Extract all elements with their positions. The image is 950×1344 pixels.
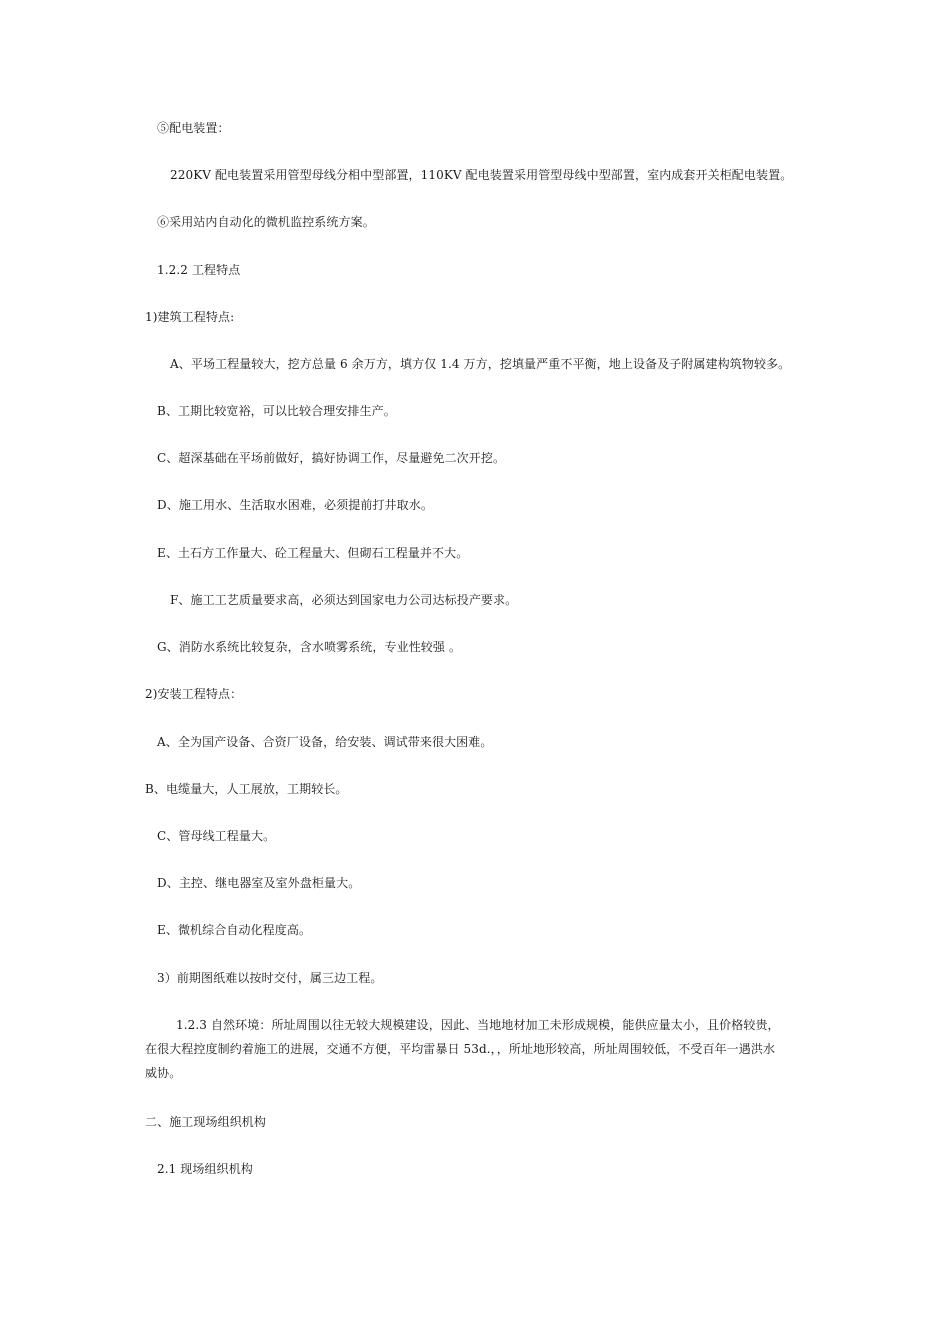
list-item-install-e: E、微机综合自动化程度高。 bbox=[157, 923, 312, 937]
list-item-install-b: B、电缆量大，人工展放，工期较长。 bbox=[145, 782, 348, 796]
list-item-building-a: A、平场工程量较大，挖方总量 6 余万方，填方仅 1.4 万方，挖填量严重不平衡，地上设备及子附属建构筑物较多。 bbox=[170, 357, 791, 371]
clause-distribution-heading: ⑤配电装置： bbox=[157, 121, 230, 135]
paragraph-environment-line-1: 1.2.3 自然环境：所址周围以往无较大规模建设，因此、当地地材加工未形成规模，能供应量太小，且价格较贵， bbox=[176, 1018, 780, 1032]
list-item-building-c: C、超深基础在平场前做好，搞好协调工作，尽量避免二次开挖。 bbox=[157, 451, 506, 465]
subsection-heading-installation: 2)安装工程特点： bbox=[145, 687, 243, 701]
list-item-building-b: B、工期比较宽裕，可以比较合理安排生产。 bbox=[157, 404, 396, 418]
list-item-building-f: F、施工工艺质量要求高，必须达到国家电力公司达标投产要求。 bbox=[170, 593, 518, 607]
subsection-heading-building: 1)建筑工程特点: bbox=[145, 310, 235, 324]
list-item-building-d: D、施工用水、生活取水困难，必须提前打井取水。 bbox=[157, 498, 433, 512]
list-item-building-e: E、土石方工作量大、砼工程量大、但砌石工程量并不大。 bbox=[157, 546, 469, 560]
list-item-drawings: 3）前期图纸难以按时交付，属三边工程。 bbox=[157, 971, 383, 985]
list-item-install-a: A、全为国产设备、合资厂设备，给安装、调试带来很大困难。 bbox=[157, 735, 493, 749]
clause-monitoring-text: ⑥采用站内自动化的微机监控系统方案。 bbox=[157, 215, 375, 229]
section-heading-1-2-2: 1.2.2 工程特点 bbox=[157, 263, 241, 277]
list-item-install-d: D、主控、继电器室及室外盘柜量大。 bbox=[157, 876, 361, 890]
list-item-install-c: C、管母线工程量大。 bbox=[157, 829, 276, 843]
paragraph-environment-line-2: 在很大程控度制约着施工的进展，交通不方便，平均雷暴日 53d.，，所址地形较高，所址周围较低，不受百年一遇洪水 bbox=[145, 1042, 776, 1056]
list-item-building-g: G、消防水系统比较复杂，含水喷雾系统，专业性较强 。 bbox=[157, 640, 462, 654]
paragraph-environment-line-3: 威协。 bbox=[145, 1066, 182, 1080]
chapter-heading-organization: 二、施工现场组织机构 bbox=[145, 1115, 267, 1129]
section-heading-2-1: 2.1 现场组织机构 bbox=[157, 1162, 253, 1176]
clause-distribution-text: 220KV 配电装置采用管型母线分相中型部置，110KV 配电装置采用管型母线中型部置，室内成套开关柜配电装置。 bbox=[170, 168, 793, 182]
